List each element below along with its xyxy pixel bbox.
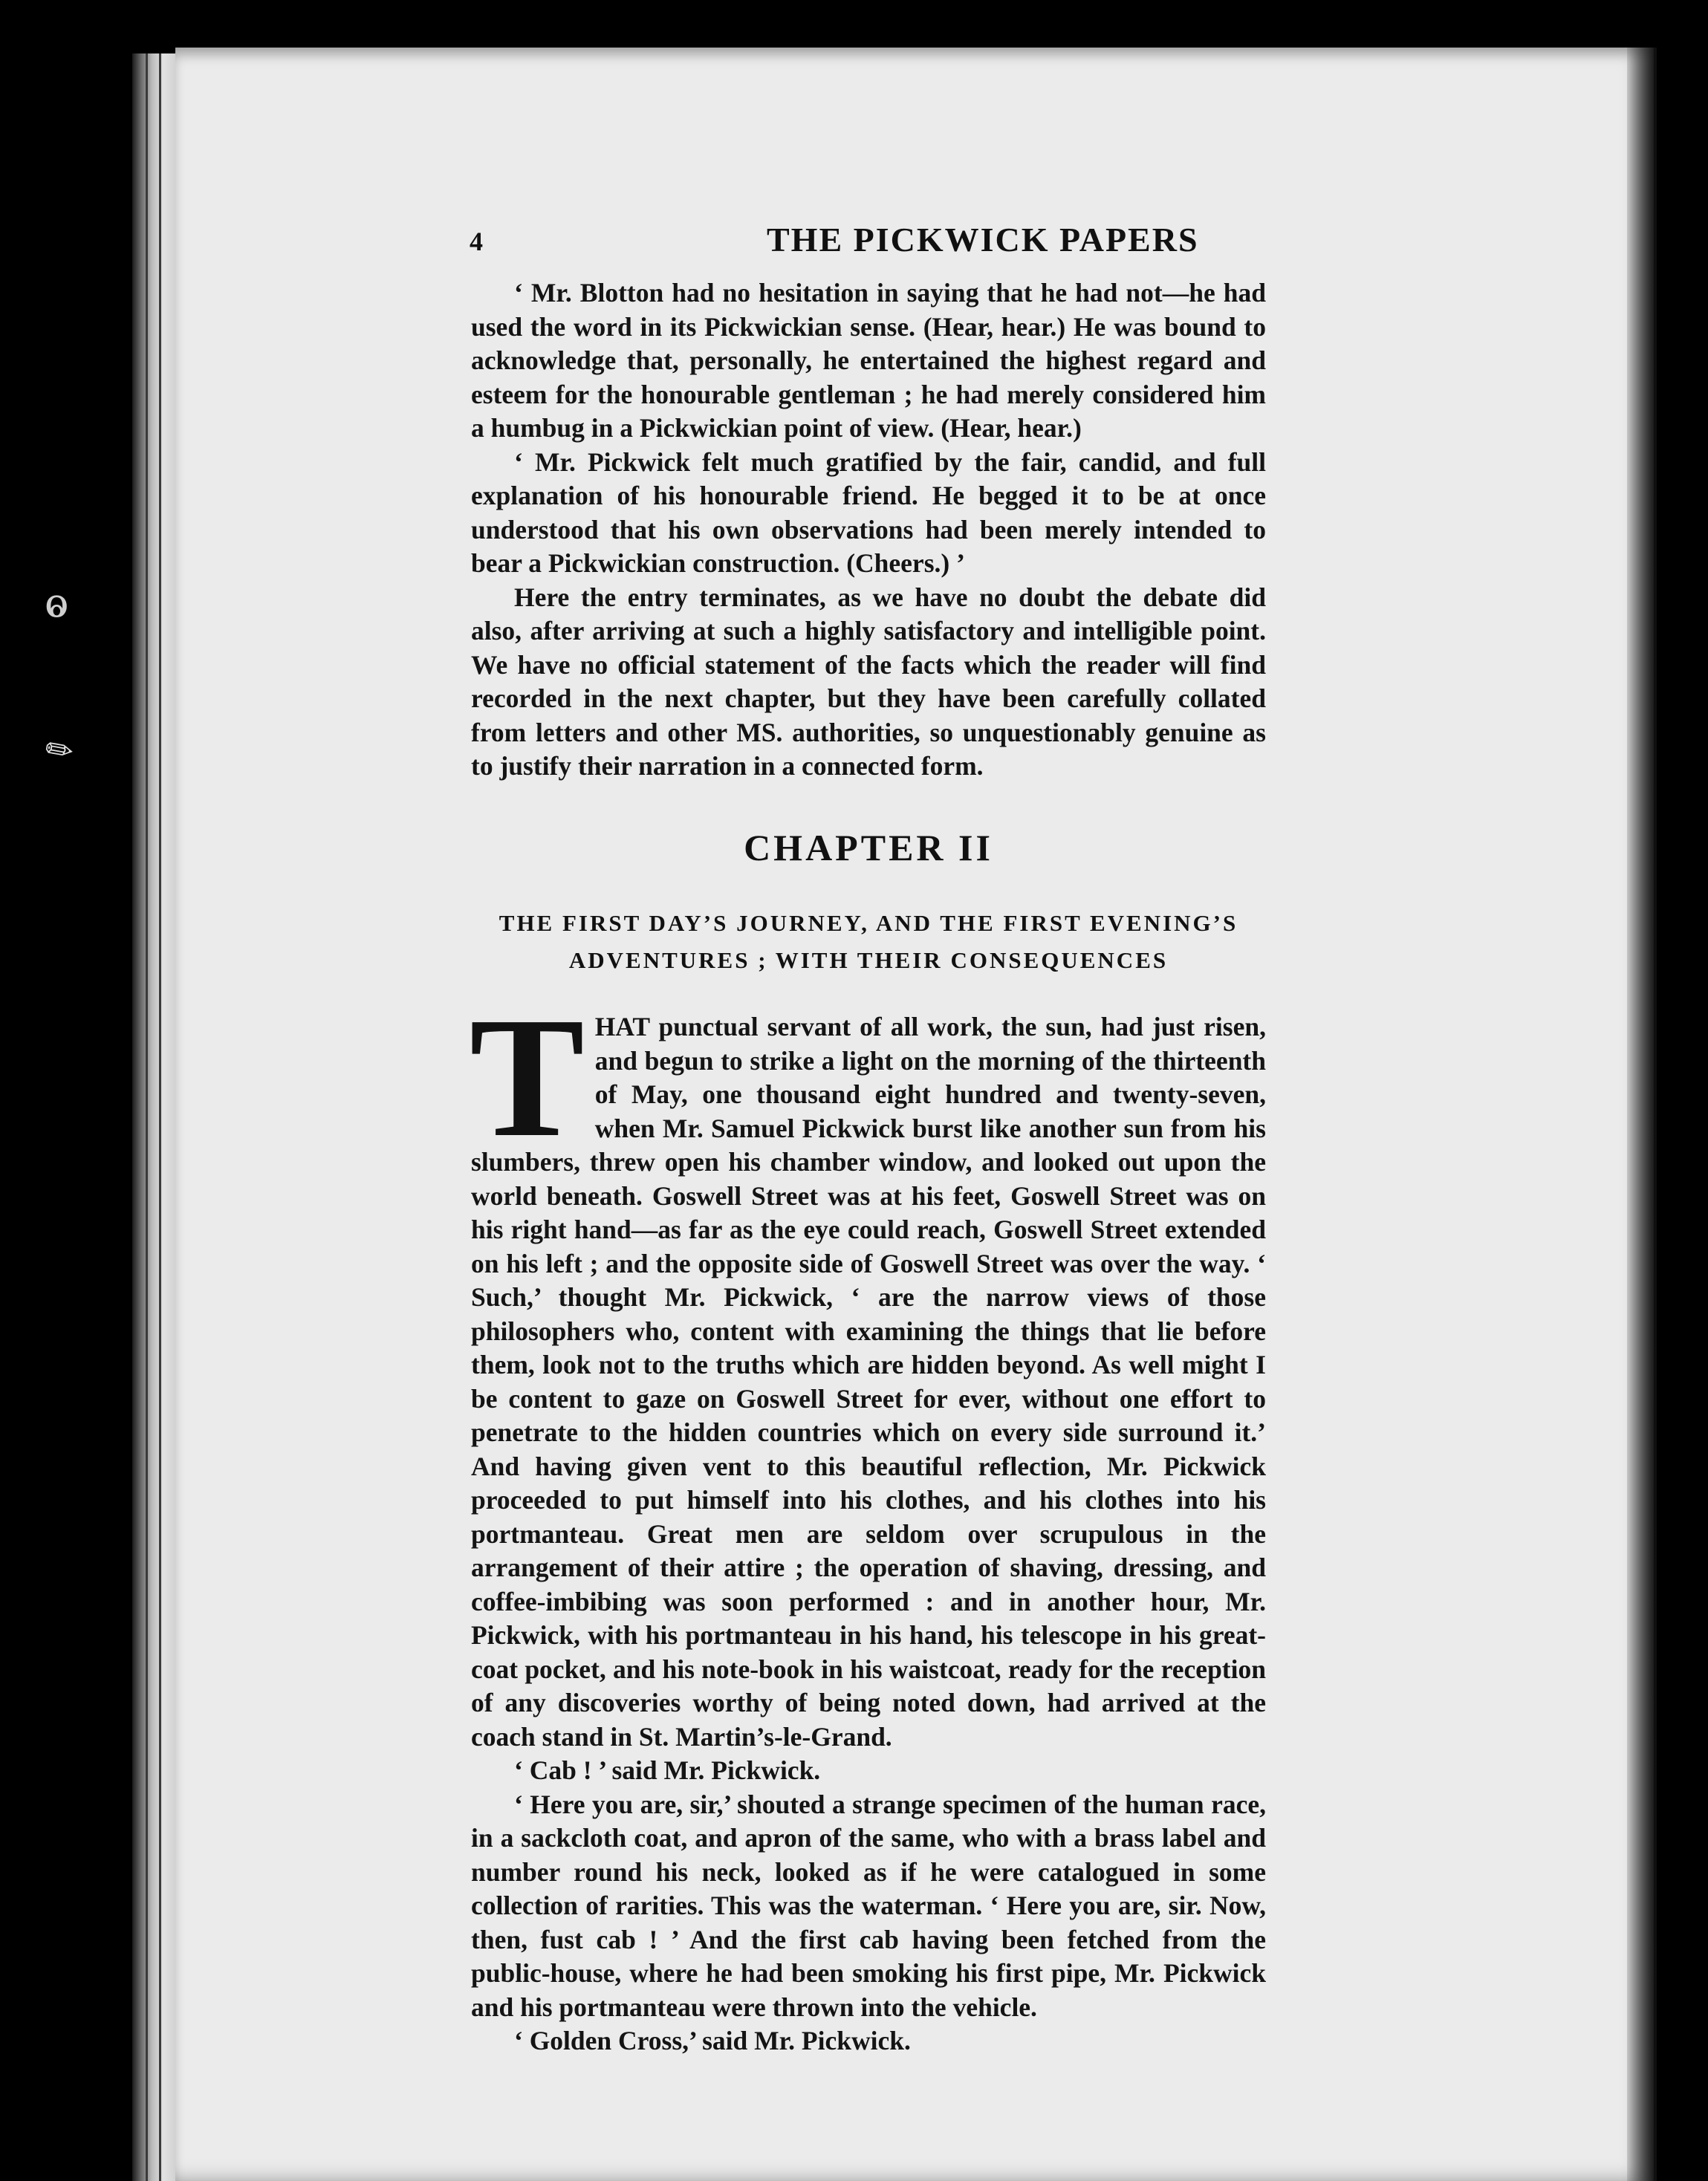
chapter-heading: CHAPTER II <box>744 827 993 868</box>
drop-cap: T <box>470 982 585 1173</box>
page-number: 4 <box>470 227 483 256</box>
chapter-subtitle <box>471 905 1266 979</box>
paragraph: Here the entry terminates, as we have no doubt the debate did also, after arriving at such a highly satisfactory and intelligible point. We have no official statement of the facts which the reader will find recorded in the next chapter, but they have been carefully collated from letters and other MS. authorities, so unquestionably genuine as to justify their narration in a connected form. <box>471 582 1266 781</box>
paragraph: ‘ Cab ! ’ said Mr. Pickwick. <box>514 1755 821 1785</box>
chapter-subtitle-line: THE FIRST DAY’S JOURNEY, AND THE FIRST EVENING’S <box>499 910 1238 936</box>
paragraph: ‘ Golden Cross,’ said Mr. Pickwick. <box>514 2026 911 2055</box>
paragraph: ‘ Mr. Blotton had no hesitation in saying that he had not—he had used the word in its Pickwickian sense. (Hear, hear.) He was bound to acknowledge that, personally, he entertained the highest regard and esteem for the honourable gentleman ; he had merely considered him a humbug in a Pickwickian point of view. (Hear, hear.) <box>471 278 1266 443</box>
running-head <box>470 220 1279 259</box>
margin-blot-mark: ✎ <box>37 727 82 774</box>
chapter-subtitle-line: ADVENTURES ; WITH THEIR CONSEQUENCES <box>568 947 1169 973</box>
spine-edge-line <box>146 53 148 2181</box>
section-two-text <box>470 982 1266 2058</box>
opening-paragraph <box>470 982 1266 1754</box>
paragraph: ‘ Mr. Pickwick felt much gratified by the fair, candid, and full explanation of his honourable friend. He begged it to be at once understood that his own observations had been merely intended to bear a Pickwickian construction. (Cheers.) ’ <box>471 446 1266 578</box>
spine-edge-line <box>159 53 161 2181</box>
opening-paragraph-text: HAT punctual servant of all work, the sun, had just risen, and begun to strike a light on the morning of the thirteenth of May, one thousand eight hundred and twenty-seven, when Mr. Samuel Pickwick burst like another sun from his slumbers, threw open his chamber window, and looked out upon the world beneath. Goswell Street was at his feet, Goswell Street was on his right hand—as far as the eye could reach, Goswell Street extended on his left ; and the opposite side of Goswell Street was over the way. ‘ Such,’ thought Mr. Pickwick, ‘ are the narrow views of those philosophers who, content with examining the things that lie before them, look not to the truths which are hidden beyond. As well might I be content to gaze on Goswell Street for ever, without one effort to penetrate to the hidden countries which on every side surround it.’ And having given vent to this beautiful reflection, Mr. Pickwick proceeded to put himself into his clothes, and his clothes into his portmanteau. Great men are seldom over scrupulous in the arrangement of their attire ; the operation of shaving, dressing, and coffee-imbibing was soon performed : and in another hour, Mr. Pickwick, with his portmanteau in his hand, his telescope in his great-coat pocket, and his note-book in his waistcoat, ready for the reception of any discoveries worthy of being noted down, had arrived at the coach stand in St. Martin’s-le-Grand. <box>471 1012 1266 1752</box>
margin-blot-mark: ⱺ <box>45 579 69 626</box>
book-spine <box>132 53 177 2181</box>
running-title: THE PICKWICK PAPERS <box>767 221 1199 259</box>
section-one-text <box>471 276 1266 784</box>
paragraph: ‘ Here you are, sir,’ shouted a strange specimen of the human race, in a sackcloth coat, and apron of the same, who with a brass label and number round his neck, looked as if he were catalogued in some collection of rarities. This was the waterman. ‘ Here you are, sir. Now, then, fust cab ! ’ And the first cab having been fetched from the public-house, where he had been smoking his first pipe, Mr. Pickwick and his portmanteau were thrown into the vehicle. <box>471 1789 1266 2022</box>
page-edge-shadow <box>1627 48 1657 2181</box>
